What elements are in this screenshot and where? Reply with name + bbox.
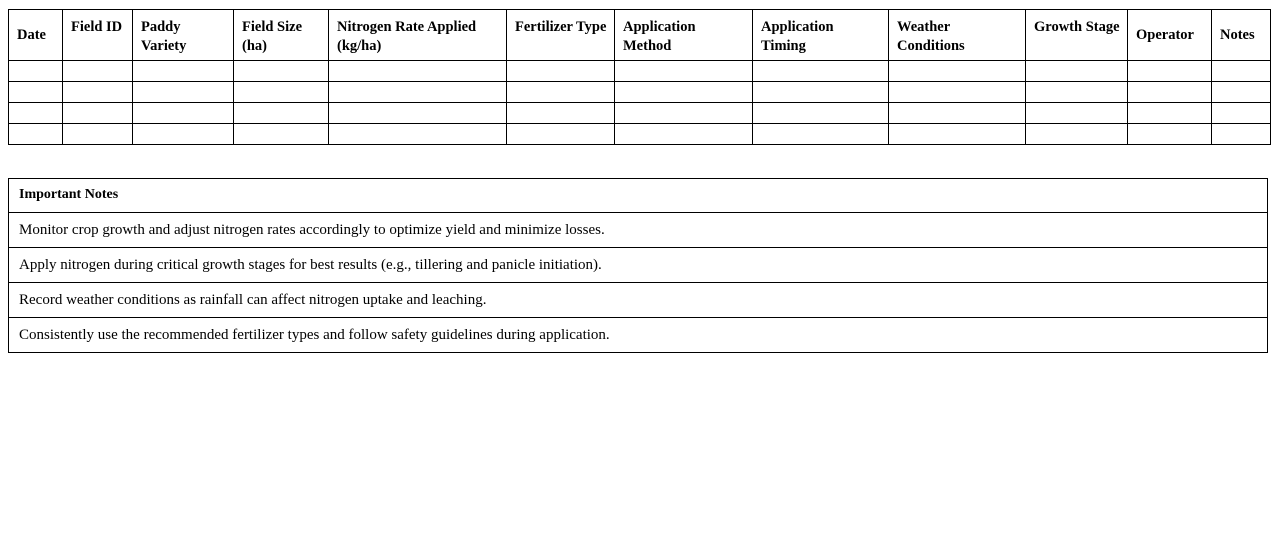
important-notes-body (9, 179, 1268, 353)
cell-date[interactable] (9, 124, 63, 145)
cell-paddy-variety[interactable] (133, 82, 234, 103)
cell-date[interactable] (9, 82, 63, 103)
column-header-date: Date (9, 10, 63, 61)
note-item-3: Record weather conditions as rainfall can affect nitrogen uptake and leaching. (9, 282, 1268, 317)
cell-paddy-variety[interactable] (133, 61, 234, 82)
column-header-operator: Operator (1128, 10, 1212, 61)
notes-header-row (9, 179, 1268, 213)
cell-application-method[interactable] (615, 124, 753, 145)
log-table-header-row (9, 10, 1271, 61)
cell-notes[interactable] (1212, 103, 1271, 124)
cell-application-timing[interactable] (753, 103, 889, 124)
important-notes-title: Important Notes (9, 179, 1268, 213)
cell-notes[interactable] (1212, 61, 1271, 82)
cell-application-timing[interactable] (753, 82, 889, 103)
cell-nitrogen-rate[interactable] (329, 61, 507, 82)
list-item (9, 247, 1268, 282)
table-row[interactable] (9, 124, 1271, 145)
cell-field-size[interactable] (234, 82, 329, 103)
cell-nitrogen-rate[interactable] (329, 103, 507, 124)
cell-weather-conditions[interactable] (889, 82, 1026, 103)
list-item (9, 212, 1268, 247)
column-header-field-id: Field ID (63, 10, 133, 61)
cell-fertilizer-type[interactable] (507, 61, 615, 82)
cell-nitrogen-rate[interactable] (329, 124, 507, 145)
table-row[interactable] (9, 82, 1271, 103)
table-row[interactable] (9, 103, 1271, 124)
cell-application-timing[interactable] (753, 61, 889, 82)
cell-weather-conditions[interactable] (889, 124, 1026, 145)
cell-operator[interactable] (1128, 124, 1212, 145)
cell-growth-stage[interactable] (1026, 124, 1128, 145)
log-table-body (9, 61, 1271, 145)
column-header-notes: Notes (1212, 10, 1271, 61)
note-item-1: Monitor crop growth and adjust nitrogen rates accordingly to optimize yield and minimize losses. (9, 212, 1268, 247)
cell-growth-stage[interactable] (1026, 103, 1128, 124)
list-item (9, 317, 1268, 352)
cell-fertilizer-type[interactable] (507, 82, 615, 103)
column-header-field-size: Field Size (ha) (234, 10, 329, 61)
cell-paddy-variety[interactable] (133, 103, 234, 124)
important-notes-table-container (8, 178, 1268, 353)
table-row[interactable] (9, 61, 1271, 82)
cell-growth-stage[interactable] (1026, 82, 1128, 103)
cell-date[interactable] (9, 61, 63, 82)
list-item (9, 282, 1268, 317)
cell-fertilizer-type[interactable] (507, 103, 615, 124)
nitrogen-application-log-table (8, 9, 1271, 145)
cell-growth-stage[interactable] (1026, 61, 1128, 82)
cell-nitrogen-rate[interactable] (329, 82, 507, 103)
cell-application-method[interactable] (615, 82, 753, 103)
cell-weather-conditions[interactable] (889, 61, 1026, 82)
column-header-weather-conditions: Weather Conditions (889, 10, 1026, 61)
cell-field-id[interactable] (63, 103, 133, 124)
cell-field-id[interactable] (63, 124, 133, 145)
cell-weather-conditions[interactable] (889, 103, 1026, 124)
cell-operator[interactable] (1128, 82, 1212, 103)
cell-application-method[interactable] (615, 61, 753, 82)
cell-paddy-variety[interactable] (133, 124, 234, 145)
cell-field-id[interactable] (63, 61, 133, 82)
cell-field-size[interactable] (234, 103, 329, 124)
column-header-nitrogen-rate-applied: Nitrogen Rate Applied (kg/ha) (329, 10, 507, 61)
nitrogen-application-log-table-container (8, 9, 1270, 145)
note-item-2: Apply nitrogen during critical growth stages for best results (e.g., tillering and panicle initiation). (9, 247, 1268, 282)
table-header-row (9, 10, 1271, 61)
cell-operator[interactable] (1128, 103, 1212, 124)
cell-field-size[interactable] (234, 124, 329, 145)
cell-notes[interactable] (1212, 124, 1271, 145)
column-header-paddy-variety: Paddy Variety (133, 10, 234, 61)
column-header-application-method: Application Method (615, 10, 753, 61)
cell-operator[interactable] (1128, 61, 1212, 82)
note-item-4: Consistently use the recommended fertilizer types and follow safety guidelines during application. (9, 317, 1268, 352)
cell-application-method[interactable] (615, 103, 753, 124)
cell-field-id[interactable] (63, 82, 133, 103)
cell-fertilizer-type[interactable] (507, 124, 615, 145)
cell-notes[interactable] (1212, 82, 1271, 103)
cell-date[interactable] (9, 103, 63, 124)
cell-field-size[interactable] (234, 61, 329, 82)
column-header-application-timing: Application Timing (753, 10, 889, 61)
column-header-growth-stage: Growth Stage (1026, 10, 1128, 61)
important-notes-table (8, 178, 1268, 353)
cell-application-timing[interactable] (753, 124, 889, 145)
column-header-fertilizer-type: Fertilizer Type (507, 10, 615, 61)
